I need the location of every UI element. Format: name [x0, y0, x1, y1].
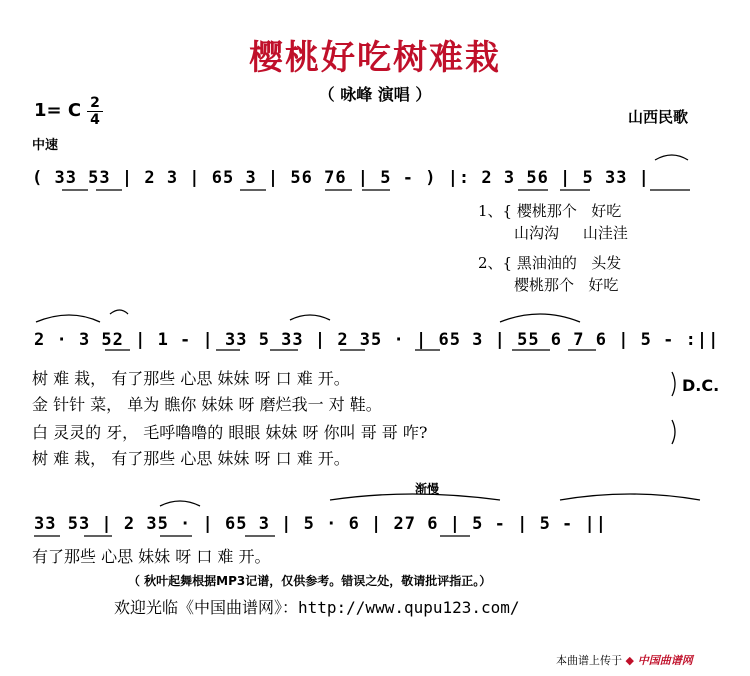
da-capo-marking: D.C.: [682, 376, 720, 395]
key-signature: 1= C: [34, 100, 82, 121]
lyric-line-3: 白 灵灵的 牙， 毛呼噜噜的 眼眼 妹妹 呀 你叫 哥 哥 咋?: [32, 423, 428, 442]
verse-row: 樱桃那个 好吃: [514, 276, 619, 294]
transcription-note: （ 秋叶起舞根据MP3记谱，仅供参考。错误之处，敬请批评指正。）: [128, 574, 492, 588]
verse-row: 2、{ 黑油油的 头发: [478, 254, 622, 272]
verse-row: 山沟沟 山洼洼: [514, 224, 628, 242]
performer-credit: （ 咏峰 演唱 ）: [318, 85, 432, 104]
time-signature-top: 2: [90, 95, 100, 111]
upload-prefix: 本曲谱上传于: [556, 654, 622, 667]
genre-label: 山西民歌: [628, 108, 689, 126]
staff1-notes: ( 33 53 | 2 3 | 65 3 | 56 76 | 5 - ) |: 2 3 56 | 5 33 |: [32, 168, 650, 188]
lyric-final-line: 有了那些 心思 妹妹 呀 口 难 开。: [32, 547, 271, 566]
time-signature-bottom: 4: [90, 112, 100, 128]
verse-row: 1、{ 樱桃那个 好吃: [478, 202, 622, 220]
staff2-notes: 2 · 3 52 | 1 - | 33 5 33 | 2 35 · | 65 3 | 55 6 7 6 | 5 - :||: [34, 330, 720, 350]
ritardando-marking: 渐慢: [415, 482, 440, 496]
tempo-marking: 中速: [32, 138, 59, 153]
lyric-line-2: 金 针针 菜， 单为 瞧你 妹妹 呀 磨烂我一 对 鞋。: [32, 395, 382, 414]
site-logo: ◆ 中国曲谱网: [625, 654, 693, 667]
staff3-notes: 33 53 | 2 35 · | 65 3 | 5 · 6 | 27 6 | 5 - | 5 - ||: [34, 514, 607, 534]
song-title: 樱桃好吃树难栽: [249, 38, 501, 78]
lyric-line-4: 树 难 栽， 有了那些 心思 妹妹 呀 口 难 开。: [32, 449, 350, 468]
lyric-line-1: 树 难 栽， 有了那些 心思 妹妹 呀 口 难 开。: [32, 369, 350, 388]
website-banner: 欢迎光临《中国曲谱网》：http://www.qupu123.com/: [114, 598, 520, 617]
